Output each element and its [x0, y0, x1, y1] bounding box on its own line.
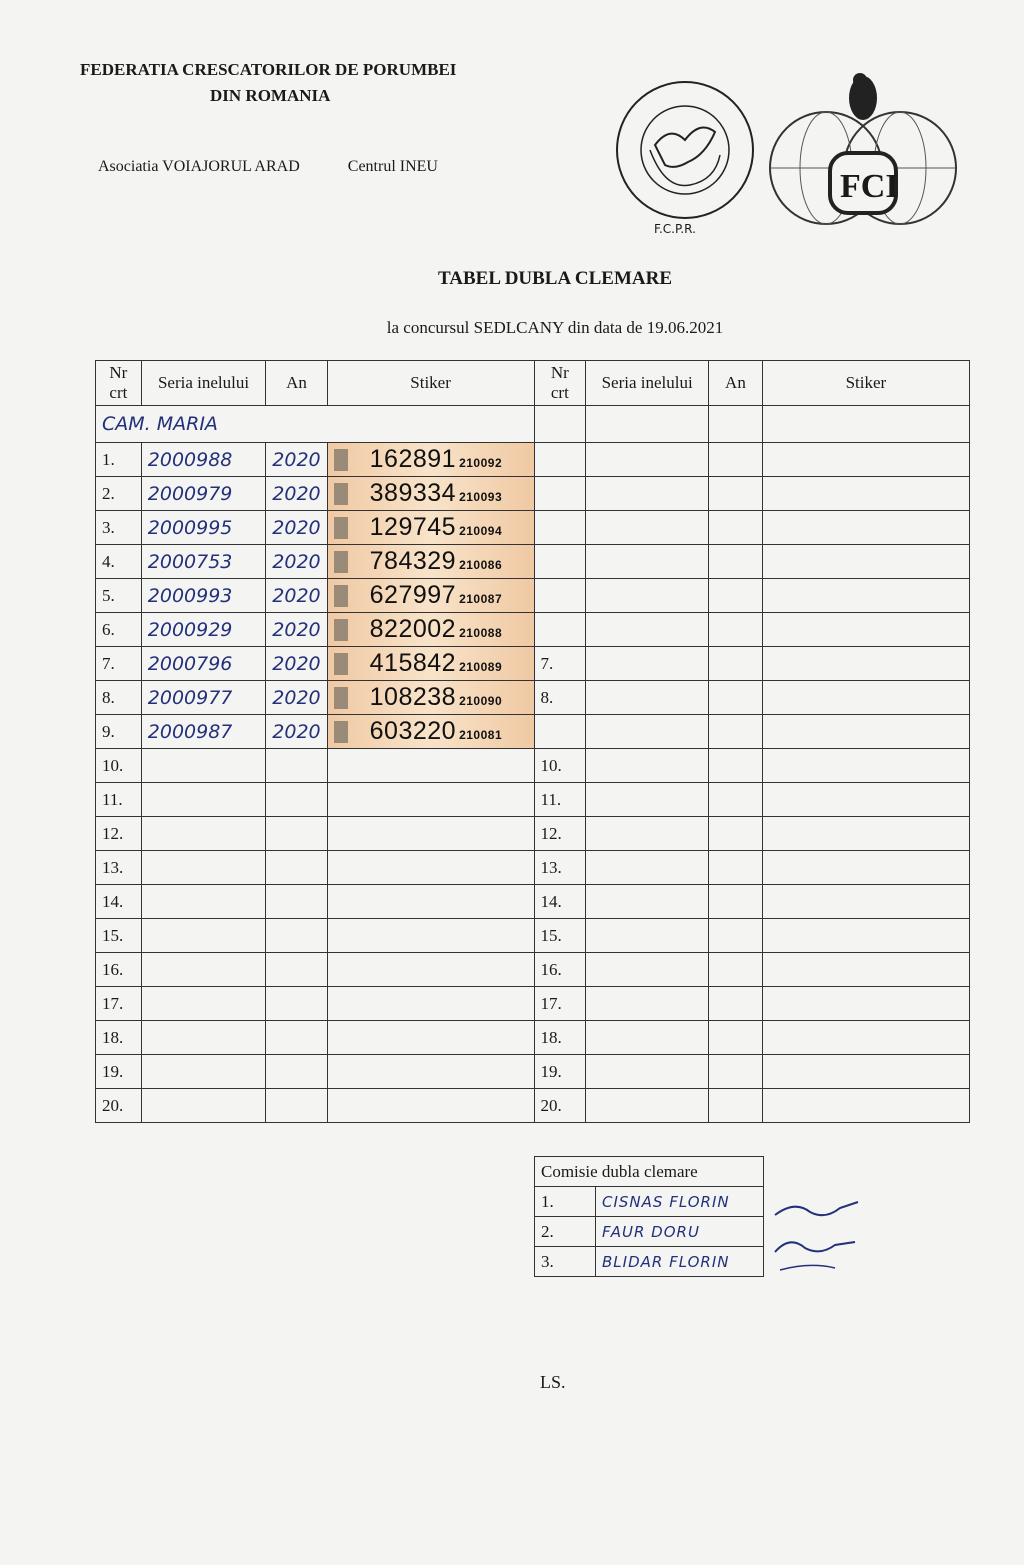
row-an	[266, 919, 327, 953]
row-nr-right: 15.	[534, 919, 586, 953]
commission-nr: 2.	[535, 1217, 596, 1247]
row-an	[266, 783, 327, 817]
row-nr: 9.	[96, 715, 142, 749]
row-stiker	[327, 1089, 534, 1123]
row-an: 2020	[266, 613, 327, 647]
sticker-number: 389334	[369, 479, 457, 507]
table-header-row	[96, 361, 970, 406]
row-nr: 8.	[96, 681, 142, 715]
row-an-right	[709, 885, 763, 919]
sticker-number: 129745	[369, 513, 457, 541]
row-nr: 14.	[96, 885, 142, 919]
table-row	[96, 579, 970, 613]
row-nr: 11.	[96, 783, 142, 817]
document-subtitle: la concursul SEDLCANY din data de 19.06.2021	[386, 318, 724, 337]
row-stiker-right	[762, 647, 969, 681]
row-stiker	[327, 511, 534, 545]
row-stiker	[327, 851, 534, 885]
fci-letters: FCI	[840, 168, 899, 205]
row-an-right	[709, 715, 763, 749]
row-nr: 4.	[96, 545, 142, 579]
header-nr: Nr crt	[96, 361, 142, 406]
row-nr-right	[534, 477, 586, 511]
commission-nr: 1.	[535, 1187, 596, 1217]
row-seria	[141, 953, 266, 987]
row-stiker	[327, 953, 534, 987]
row-stiker-right	[762, 885, 969, 919]
row-nr-right	[534, 613, 586, 647]
row-seria: 2000753	[141, 545, 266, 579]
row-seria-right	[586, 885, 709, 919]
header-seria: Seria inelului	[141, 361, 266, 406]
table-row	[96, 817, 970, 851]
row-stiker-right	[762, 511, 969, 545]
sticker-code: 210094	[459, 524, 503, 538]
row-nr-right: 7.	[534, 647, 586, 681]
row-stiker-right	[762, 919, 969, 953]
table-row	[96, 681, 970, 715]
row-an	[266, 953, 327, 987]
row-nr: 16.	[96, 953, 142, 987]
row-an: 2020	[266, 511, 327, 545]
table-row	[96, 511, 970, 545]
table-row	[96, 953, 970, 987]
row-an	[266, 817, 327, 851]
sticker-number: 108238	[369, 683, 457, 711]
row-stiker	[327, 749, 534, 783]
sticker-code: 210090	[459, 694, 503, 708]
row-seria-right	[586, 851, 709, 885]
row-stiker	[327, 613, 534, 647]
row-seria	[141, 851, 266, 885]
row-seria	[141, 1021, 266, 1055]
row-nr-right: 8.	[534, 681, 586, 715]
row-seria: 2000987	[141, 715, 266, 749]
sticker-code: 210087	[459, 592, 503, 606]
row-stiker	[327, 919, 534, 953]
commission-nr: 3.	[535, 1247, 596, 1277]
row-nr: 17.	[96, 987, 142, 1021]
row-an-right	[709, 443, 763, 477]
table-row	[96, 783, 970, 817]
sticker-tab	[334, 721, 348, 743]
fcpr-caption: F.C.P.R.	[654, 222, 696, 236]
row-nr: 13.	[96, 851, 142, 885]
sticker-tab	[334, 551, 348, 573]
row-stiker-right	[762, 749, 969, 783]
row-seria-right	[586, 545, 709, 579]
ls-mark: LS.	[540, 1372, 566, 1392]
sticker-code: 210092	[459, 456, 503, 470]
row-seria-right	[586, 987, 709, 1021]
sticker-number: 415842	[369, 649, 457, 677]
sticker-number: 822002	[369, 615, 457, 643]
row-an-right	[709, 613, 763, 647]
row-stiker	[327, 885, 534, 919]
row-stiker-right	[762, 1055, 969, 1089]
row-nr-right	[534, 715, 586, 749]
row-nr: 3.	[96, 511, 142, 545]
row-stiker-right	[762, 1089, 969, 1123]
row-nr: 18.	[96, 1021, 142, 1055]
row-seria	[141, 987, 266, 1021]
header-seria-right: Seria inelului	[586, 361, 709, 406]
row-seria-right	[586, 579, 709, 613]
row-nr-right	[534, 443, 586, 477]
row-stiker-right	[762, 443, 969, 477]
row-stiker	[327, 1021, 534, 1055]
row-nr-right: 18.	[534, 1021, 586, 1055]
row-seria-right	[586, 953, 709, 987]
table-row	[96, 1055, 970, 1089]
row-stiker-right	[762, 579, 969, 613]
row-an	[266, 1021, 327, 1055]
row-stiker	[327, 443, 534, 477]
row-an	[266, 1055, 327, 1089]
row-nr-right: 12.	[534, 817, 586, 851]
row-an: 2020	[266, 477, 327, 511]
row-stiker-right	[762, 715, 969, 749]
owner-name: CAM. MARIA	[96, 406, 535, 443]
row-an: 2020	[266, 681, 327, 715]
sticker-tab	[334, 653, 348, 675]
commission-member: CISNAS FLORIN	[596, 1187, 764, 1217]
row-an: 2020	[266, 579, 327, 613]
row-seria	[141, 817, 266, 851]
row-nr-right: 19.	[534, 1055, 586, 1089]
sticker-code: 210093	[459, 490, 503, 504]
row-seria	[141, 783, 266, 817]
row-nr-right: 14.	[534, 885, 586, 919]
fci-logo	[768, 68, 963, 243]
row-an-right	[709, 953, 763, 987]
row-seria-right	[586, 647, 709, 681]
row-stiker-right	[762, 477, 969, 511]
row-an: 2020	[266, 443, 327, 477]
header-stiker: Stiker	[327, 361, 534, 406]
row-stiker	[327, 579, 534, 613]
table-row	[96, 919, 970, 953]
row-seria: 2000796	[141, 647, 266, 681]
row-seria: 2000988	[141, 443, 266, 477]
row-stiker	[327, 1055, 534, 1089]
commission-member: BLIDAR FLORIN	[596, 1247, 764, 1277]
association-line	[98, 158, 482, 176]
center-name: Centrul INEU	[347, 158, 438, 175]
header-stiker-right: Stiker	[762, 361, 969, 406]
row-seria-right	[586, 443, 709, 477]
row-stiker	[327, 477, 534, 511]
row-seria: 2000979	[141, 477, 266, 511]
row-nr-right: 17.	[534, 987, 586, 1021]
table-row	[96, 1089, 970, 1123]
sticker-tab	[334, 517, 348, 539]
commission-title: Comisie dubla clemare	[535, 1157, 764, 1187]
row-stiker	[327, 681, 534, 715]
row-an-right	[709, 783, 763, 817]
row-stiker	[327, 715, 534, 749]
row-seria-right	[586, 477, 709, 511]
row-seria	[141, 1055, 266, 1089]
row-nr-right: 16.	[534, 953, 586, 987]
header-an: An	[266, 361, 327, 406]
row-an: 2020	[266, 647, 327, 681]
row-an-right	[709, 477, 763, 511]
row-seria-right	[586, 919, 709, 953]
row-seria	[141, 1089, 266, 1123]
row-stiker-right	[762, 783, 969, 817]
commission-table	[534, 1156, 764, 1277]
row-seria-right	[586, 1021, 709, 1055]
row-nr: 20.	[96, 1089, 142, 1123]
clamp-table	[95, 360, 970, 1123]
row-nr-right: 11.	[534, 783, 586, 817]
row-seria-right	[586, 715, 709, 749]
row-nr: 7.	[96, 647, 142, 681]
table-row	[96, 443, 970, 477]
row-an-right	[709, 851, 763, 885]
row-seria-right	[586, 1055, 709, 1089]
row-an	[266, 1089, 327, 1123]
row-stiker	[327, 647, 534, 681]
row-seria: 2000977	[141, 681, 266, 715]
row-stiker-right	[762, 545, 969, 579]
row-an-right	[709, 919, 763, 953]
federation-line-2: DIN ROMANIA	[210, 86, 331, 105]
row-an-right	[709, 1055, 763, 1089]
table-row	[96, 647, 970, 681]
sticker-number: 603220	[369, 717, 457, 745]
row-stiker-right	[762, 953, 969, 987]
row-seria-right	[586, 783, 709, 817]
row-an-right	[709, 511, 763, 545]
row-an-right	[709, 1021, 763, 1055]
row-an: 2020	[266, 545, 327, 579]
row-nr-right	[534, 545, 586, 579]
row-seria-right	[586, 681, 709, 715]
row-nr: 10.	[96, 749, 142, 783]
row-an-right	[709, 987, 763, 1021]
row-stiker-right	[762, 681, 969, 715]
row-stiker-right	[762, 1021, 969, 1055]
sticker-number: 162891	[369, 445, 457, 473]
row-an	[266, 885, 327, 919]
header-nr-right: Nr crt	[534, 361, 586, 406]
row-seria-right	[586, 1089, 709, 1123]
table-row	[96, 885, 970, 919]
row-stiker	[327, 545, 534, 579]
table-row	[96, 613, 970, 647]
fcpr-logo	[610, 70, 760, 255]
row-nr: 2.	[96, 477, 142, 511]
row-an-right	[709, 545, 763, 579]
row-nr: 15.	[96, 919, 142, 953]
row-nr: 5.	[96, 579, 142, 613]
row-an-right	[709, 1089, 763, 1123]
table-row	[96, 749, 970, 783]
table-row	[96, 1021, 970, 1055]
row-seria	[141, 919, 266, 953]
row-an	[266, 987, 327, 1021]
table-row	[96, 987, 970, 1021]
table-row	[96, 545, 970, 579]
row-stiker-right	[762, 987, 969, 1021]
row-seria-right	[586, 817, 709, 851]
row-stiker	[327, 817, 534, 851]
row-an-right	[709, 681, 763, 715]
association-name: Asociatia VOIAJORUL ARAD	[98, 158, 300, 175]
table-row	[96, 851, 970, 885]
row-stiker	[327, 783, 534, 817]
row-nr-right	[534, 579, 586, 613]
sticker-tab	[334, 687, 348, 709]
table-row	[96, 715, 970, 749]
document-title: TABEL DUBLA CLEMARE	[437, 268, 673, 289]
row-nr: 12.	[96, 817, 142, 851]
row-seria-right	[586, 613, 709, 647]
row-seria-right	[586, 749, 709, 783]
table-row	[96, 477, 970, 511]
sticker-tab	[334, 449, 348, 471]
row-an-right	[709, 647, 763, 681]
row-nr-right: 20.	[534, 1089, 586, 1123]
row-an	[266, 851, 327, 885]
sticker-code: 210086	[459, 558, 503, 572]
row-seria: 2000995	[141, 511, 266, 545]
row-nr: 6.	[96, 613, 142, 647]
row-stiker	[327, 987, 534, 1021]
row-stiker-right	[762, 613, 969, 647]
row-nr-right: 10.	[534, 749, 586, 783]
sticker-number: 784329	[369, 547, 457, 575]
row-an: 2020	[266, 715, 327, 749]
row-nr-right	[534, 511, 586, 545]
sticker-tab	[334, 619, 348, 641]
row-nr-right: 13.	[534, 851, 586, 885]
sticker-code: 210088	[459, 626, 503, 640]
row-seria	[141, 885, 266, 919]
federation-line-1: FEDERATIA CRESCATORILOR DE PORUMBEI	[80, 60, 457, 79]
sticker-code: 210081	[459, 728, 503, 742]
header-an-right: An	[709, 361, 763, 406]
sticker-code: 210089	[459, 660, 503, 674]
row-seria-right	[586, 511, 709, 545]
row-seria: 2000929	[141, 613, 266, 647]
row-seria	[141, 749, 266, 783]
row-seria: 2000993	[141, 579, 266, 613]
commission-member: FAUR DORU	[596, 1217, 764, 1247]
row-an-right	[709, 579, 763, 613]
row-stiker-right	[762, 851, 969, 885]
row-an-right	[709, 817, 763, 851]
row-nr: 1.	[96, 443, 142, 477]
sticker-tab	[334, 483, 348, 505]
row-an-right	[709, 749, 763, 783]
sticker-tab	[334, 585, 348, 607]
sticker-number: 627997	[369, 581, 457, 609]
row-stiker-right	[762, 817, 969, 851]
row-nr: 19.	[96, 1055, 142, 1089]
owner-row	[96, 406, 970, 443]
row-an	[266, 749, 327, 783]
